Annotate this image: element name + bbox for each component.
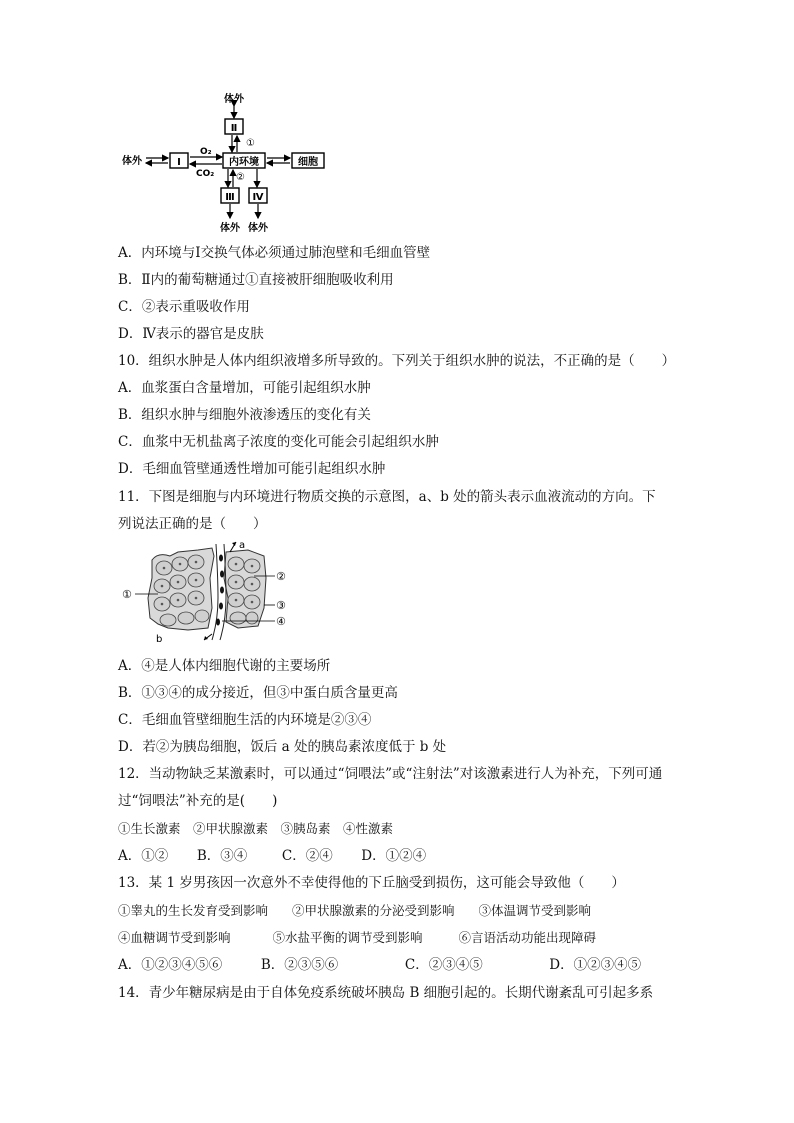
q9-option-b: B．Ⅱ内的葡萄糖通过①直接被肝细胞吸收利用 <box>118 272 394 288</box>
q11-option-d: D．若②为胰岛细胞，饭后 a 处的胰岛素浓度低于 b 处 <box>118 739 447 755</box>
diag2-label-1: ① <box>122 588 132 601</box>
label-num1: ① <box>246 138 255 149</box>
diag2-label-4: ④ <box>276 615 286 628</box>
tissue-exchange-diagram <box>118 538 300 646</box>
label-o2: O₂ <box>200 147 212 157</box>
q13-item-1: ①睾丸的生长发育受到影响 <box>118 903 269 918</box>
q9-option-d: D．Ⅳ表示的器官是皮肤 <box>118 326 264 342</box>
q11-stem-line2: 列说法正确的是（ ） <box>118 516 267 532</box>
q13-items-line1 <box>118 902 591 920</box>
q12-choice-b: B．③④ <box>196 848 248 864</box>
diag2-label-a: a <box>239 540 246 551</box>
internal-environment-diagram <box>112 92 342 238</box>
q12-choices <box>118 847 426 865</box>
q13-choice-b: B．②③⑤⑥ <box>260 957 339 973</box>
q11-option-a: A．④是人体内细胞代谢的主要场所 <box>118 658 331 674</box>
q13-choice-c: C．②③④⑤ <box>404 957 483 973</box>
q10-option-c: C．血浆中无机盐离子浓度的变化可能会引起组织水肿 <box>118 434 439 450</box>
label-outside-bottom-2: 体外 <box>248 223 268 234</box>
q13-choice-d: D．①②③④⑤ <box>549 957 642 973</box>
diag2-label-2: ② <box>276 570 286 583</box>
q13-item-4: ④血糖调节受到影响 <box>118 930 231 945</box>
diag2-label-b: b <box>156 634 163 645</box>
label-co2: CO₂ <box>196 169 215 179</box>
q10-option-b: B．组织水肿与细胞外液渗透压的变化有关 <box>118 407 371 423</box>
internal-env-label: 内环境 <box>229 157 259 168</box>
q10-option-a: A．血浆蛋白含量增加，可能引起组织水肿 <box>118 380 371 396</box>
q12-choice-a: A．①② <box>118 848 169 864</box>
q13-choices <box>118 956 641 974</box>
box-III-label: Ⅲ <box>225 192 235 203</box>
q10-stem: 10．组织水肿是人体内组织液增多所导致的。下列关于组织水肿的说法，不正确的是（ ） <box>118 353 676 369</box>
q12-choice-c: C．②④ <box>281 848 333 864</box>
q9-option-a: A．内环境与Ⅰ交换气体必须通过肺泡壁和毛细血管壁 <box>118 245 431 261</box>
label-outside-bottom-1: 体外 <box>220 223 240 234</box>
q11-stem-line1: 11．下图是细胞与内环境进行物质交换的示意图，a、b 处的箭头表示血液流动的方向。下 <box>118 489 656 505</box>
q13-items-line2 <box>118 929 596 947</box>
box-II-label: Ⅱ <box>230 123 238 134</box>
label-outside-top: 体外 <box>224 94 244 105</box>
q11-option-b: B．①③④的成分接近，但③中蛋白质含量更高 <box>118 685 398 701</box>
q13-item-3: ③体温调节受到影响 <box>478 903 591 918</box>
box-IV-label: Ⅳ <box>252 192 264 203</box>
label-num2: ② <box>236 172 245 183</box>
q11-option-c: C．毛细血管壁细胞生活的内环境是②③④ <box>118 712 372 728</box>
q12-stem-line1: 12．当动物缺乏某激素时，可以通过“饲喂法”或“注射法”对该激素进行人为补充，下列可通 <box>118 766 663 782</box>
q9-option-c: C．②表示重吸收作用 <box>118 299 250 315</box>
q13-item-6: ⑥言语活动功能出现障碍 <box>458 930 596 945</box>
q14-stem-line1: 14．青少年糖尿病是由于自体免疫系统破坏胰岛 B 细胞引起的。长期代谢紊乱可引起多系 <box>118 985 654 1001</box>
q12-choice-d: D．①②④ <box>361 848 427 864</box>
q12-stem-line2: 过“饲喂法”补充的是( ) <box>118 793 278 809</box>
label-outside-left: 体外 <box>122 156 142 167</box>
q13-item-2: ②甲状腺激素的分泌受到影响 <box>291 903 455 918</box>
q13-choice-a: A．①②③④⑤⑥ <box>118 957 223 973</box>
q10-option-d: D．毛细血管壁通透性增加可能引起组织水肿 <box>118 461 386 477</box>
q13-stem: 13．某 1 岁男孩因一次意外不幸使得他的下丘脑受到损伤，这可能会导致他（ ） <box>118 875 625 891</box>
q12-items: ①生长激素 ②甲状腺激素 ③胰岛素 ④性激素 <box>118 821 394 836</box>
diag2-label-3: ③ <box>276 599 286 612</box>
cell-label: 细胞 <box>298 157 318 168</box>
q13-item-5: ⑤水盐平衡的调节受到影响 <box>272 930 423 945</box>
box-I-label: Ⅰ <box>177 157 181 168</box>
